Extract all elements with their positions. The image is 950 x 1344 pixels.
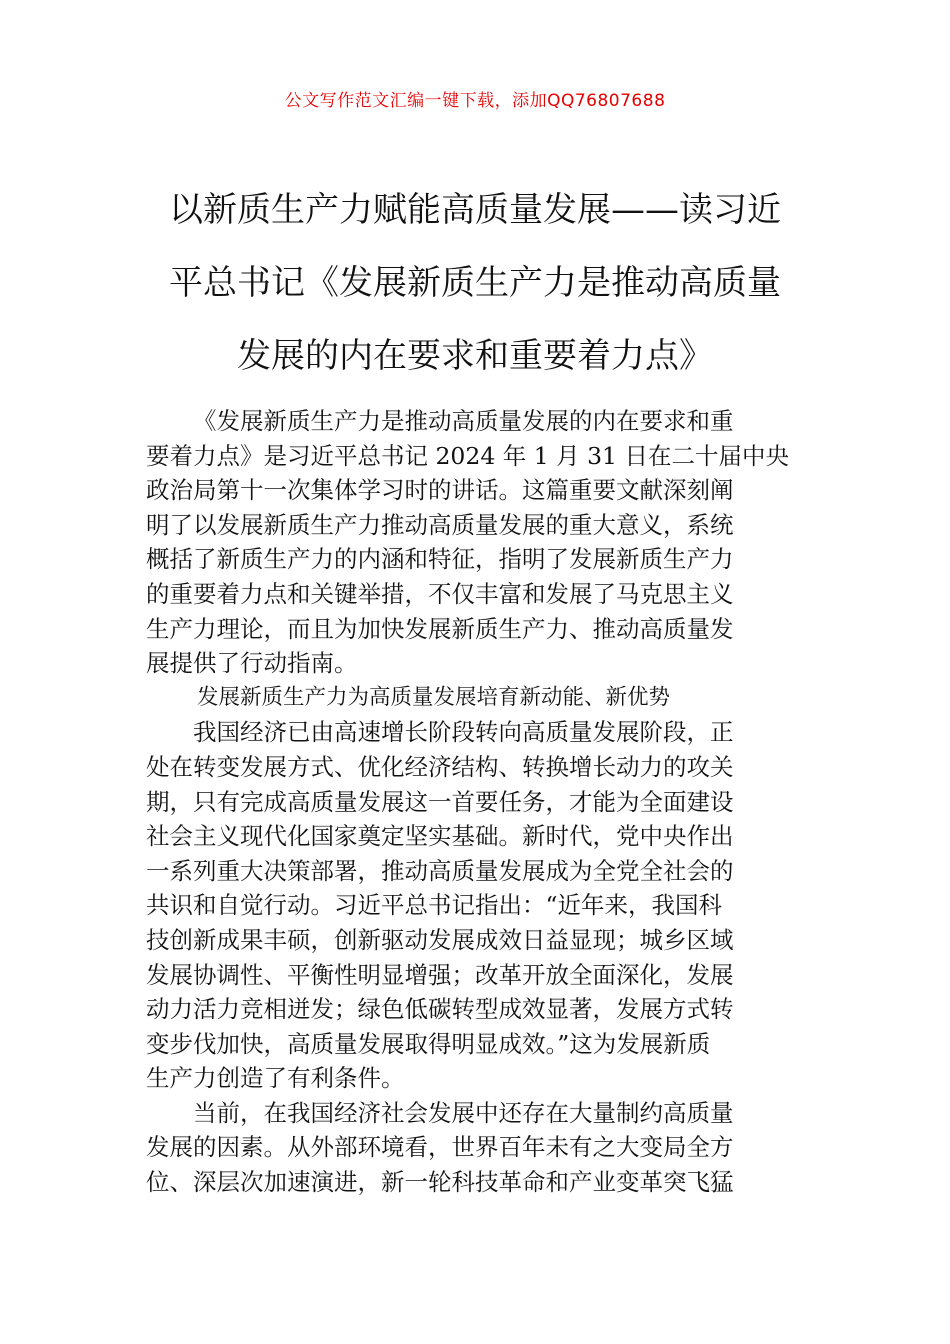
promo-header-note: 公文写作范文汇编一键下载，添加QQ76807688 (284, 91, 666, 111)
text-line: 位、深层次加速演进，新一轮科技革命和产业变革突飞猛 (146, 1168, 734, 1197)
text-line: 一系列重大决策部署，推动高质量发展成为全党全社会的 (146, 856, 734, 885)
text-line: 展提供了行动指南。 (146, 649, 358, 678)
text-line: 社会主义现代化国家奠定坚实基础。新时代，党中央作出 (146, 822, 734, 851)
text-line: 期，只有完成高质量发展这一首要任务，才能为全面建设 (146, 787, 734, 816)
text-line: 动力活力竞相迸发；绿色低碳转型成效显著，发展方式转 (146, 995, 734, 1024)
text-line: 当前，在我国经济社会发展中还存在大量制约高质量 (193, 1098, 734, 1127)
text-line: 我国经济已由高速增长阶段转向高质量发展阶段，正 (193, 718, 734, 747)
paragraph-constraints (146, 1096, 808, 1200)
title-line: 发展的内在要求和重要着力点》 (237, 336, 713, 376)
text-line: 的重要着力点和关键举措，不仅丰富和发展了马克思主义 (146, 579, 734, 608)
paragraph-development-stage (146, 715, 808, 1096)
text-line: 明了以发展新质生产力推动高质量发展的重大意义，系统 (146, 510, 734, 539)
text-line: 发展的因素。从外部环境看，世界百年未有之大变局全方 (146, 1133, 734, 1162)
text-line: 技创新成果丰硕，创新驱动发展成效日益显现；城乡区域 (146, 925, 734, 954)
text-line: 生产力理论，而且为加快发展新质生产力、推动高质量发 (146, 614, 734, 643)
text-line: 变步伐加快，高质量发展取得明显成效。”这为发展新质 (146, 1029, 711, 1058)
text-line: 《发展新质生产力是推动高质量发展的内在要求和重 (193, 407, 734, 435)
title-line: 平总书记《发展新质生产力是推动高质量 (169, 263, 781, 303)
text-line: 政治局第十一次集体学习时的讲话。这篇重要文献深刻阐 (146, 476, 734, 505)
text-line: 要着力点》是习近平总书记 2024 年 1 月 31 日在二十届中央 (146, 441, 789, 470)
text-line: 处在转变发展方式、优化经济结构、转换增长动力的攻关 (146, 752, 734, 781)
text-line: 生产力创造了有利条件。 (146, 1064, 405, 1093)
title-line: 以新质生产力赋能高质量发展——读习近 (169, 190, 781, 230)
section-subheading: 发展新质生产力为高质量发展培育新动能、新优势 (197, 684, 671, 710)
text-line: 发展协调性、平衡性明显增强；改革开放全面深化，发展 (146, 960, 734, 989)
paragraph-intro (146, 404, 808, 681)
document-body (146, 404, 808, 1200)
document-title (140, 174, 810, 393)
text-line: 概括了新质生产力的内涵和特征，指明了发展新质生产力 (146, 545, 734, 574)
text-line: 共识和自觉行动。习近平总书记指出：“近年来，我国科 (146, 891, 723, 920)
